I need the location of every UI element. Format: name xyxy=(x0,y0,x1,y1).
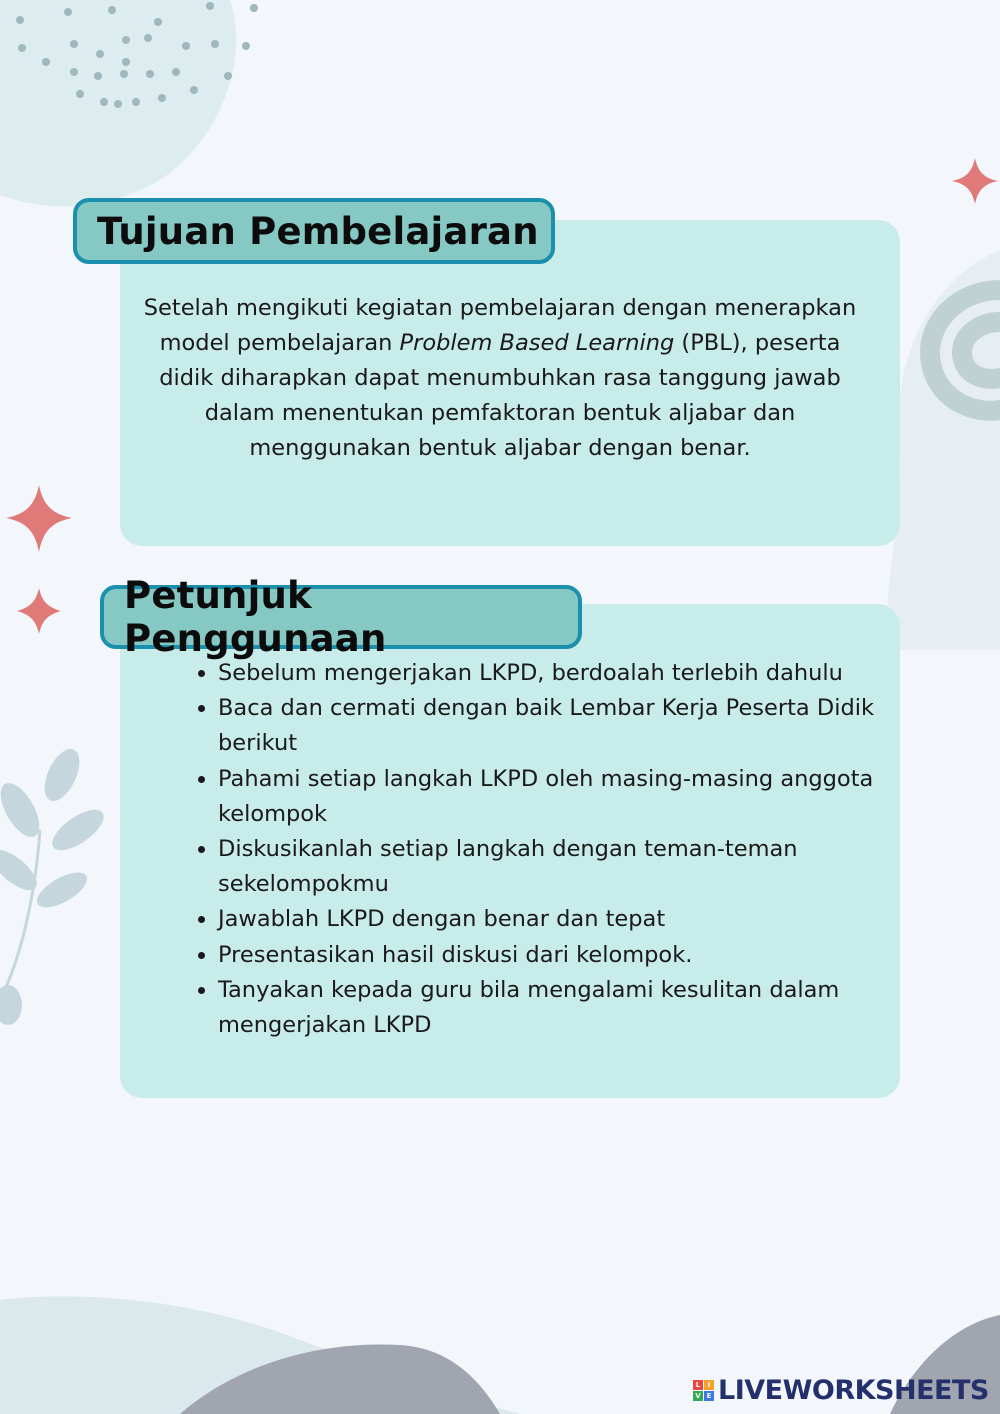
list-item: • Tanyakan kepada guru bila mengalami kesulitan dalam mengerjakan LKPD xyxy=(218,973,898,1043)
objective-text-before: Setelah mengikuti kegiatan pembelajaran dengan menerapkan model pembelajaran xyxy=(143,295,857,356)
objective-title: Tujuan Pembelajaran xyxy=(73,198,555,264)
objective-text-italic: Problem Based Learning xyxy=(399,330,675,356)
list-item: • Pahami setiap langkah LKPD oleh masing-masing anggota kelompok xyxy=(218,762,898,832)
brand-name: LIVEWORKSHEETS xyxy=(718,1374,989,1406)
liveworksheets-logo xyxy=(693,1372,989,1408)
instructions-list xyxy=(180,656,898,1043)
objective-text-after: (PBL), peserta didik diharapkan dapat menumbuhkan rasa tanggung jawab dalam menentukan pemfaktoran bentuk aljabar dan menggunakan bentuk aljabar dengan benar. xyxy=(159,330,841,461)
leaf-branch-icon xyxy=(0,744,110,1025)
sparkle-left-large xyxy=(6,485,72,552)
objective-text xyxy=(140,291,860,466)
sparkle-left-small xyxy=(17,588,61,634)
list-item: • Diskusikanlah setiap langkah dengan teman-teman sekelompokmu xyxy=(218,832,898,902)
list-item: • Presentasikan hasil diskusi dari kelompok. xyxy=(218,938,898,973)
instructions-title: Petunjuk Penggunaan xyxy=(100,585,582,649)
logo-letter: I xyxy=(704,1380,714,1390)
logo-icon xyxy=(693,1380,714,1401)
logo-letter: E xyxy=(704,1391,714,1401)
list-item: • Sebelum mengerjakan LKPD, berdoalah terlebih dahulu xyxy=(218,656,898,691)
list-item: • Jawablah LKPD dengan benar dan tepat xyxy=(218,902,898,937)
logo-letter: L xyxy=(693,1380,703,1390)
sparkle-top-right xyxy=(952,158,998,204)
list-item: • Baca dan cermati dengan baik Lembar Kerja Peserta Didik berikut xyxy=(218,691,898,761)
logo-letter: V xyxy=(693,1391,703,1401)
